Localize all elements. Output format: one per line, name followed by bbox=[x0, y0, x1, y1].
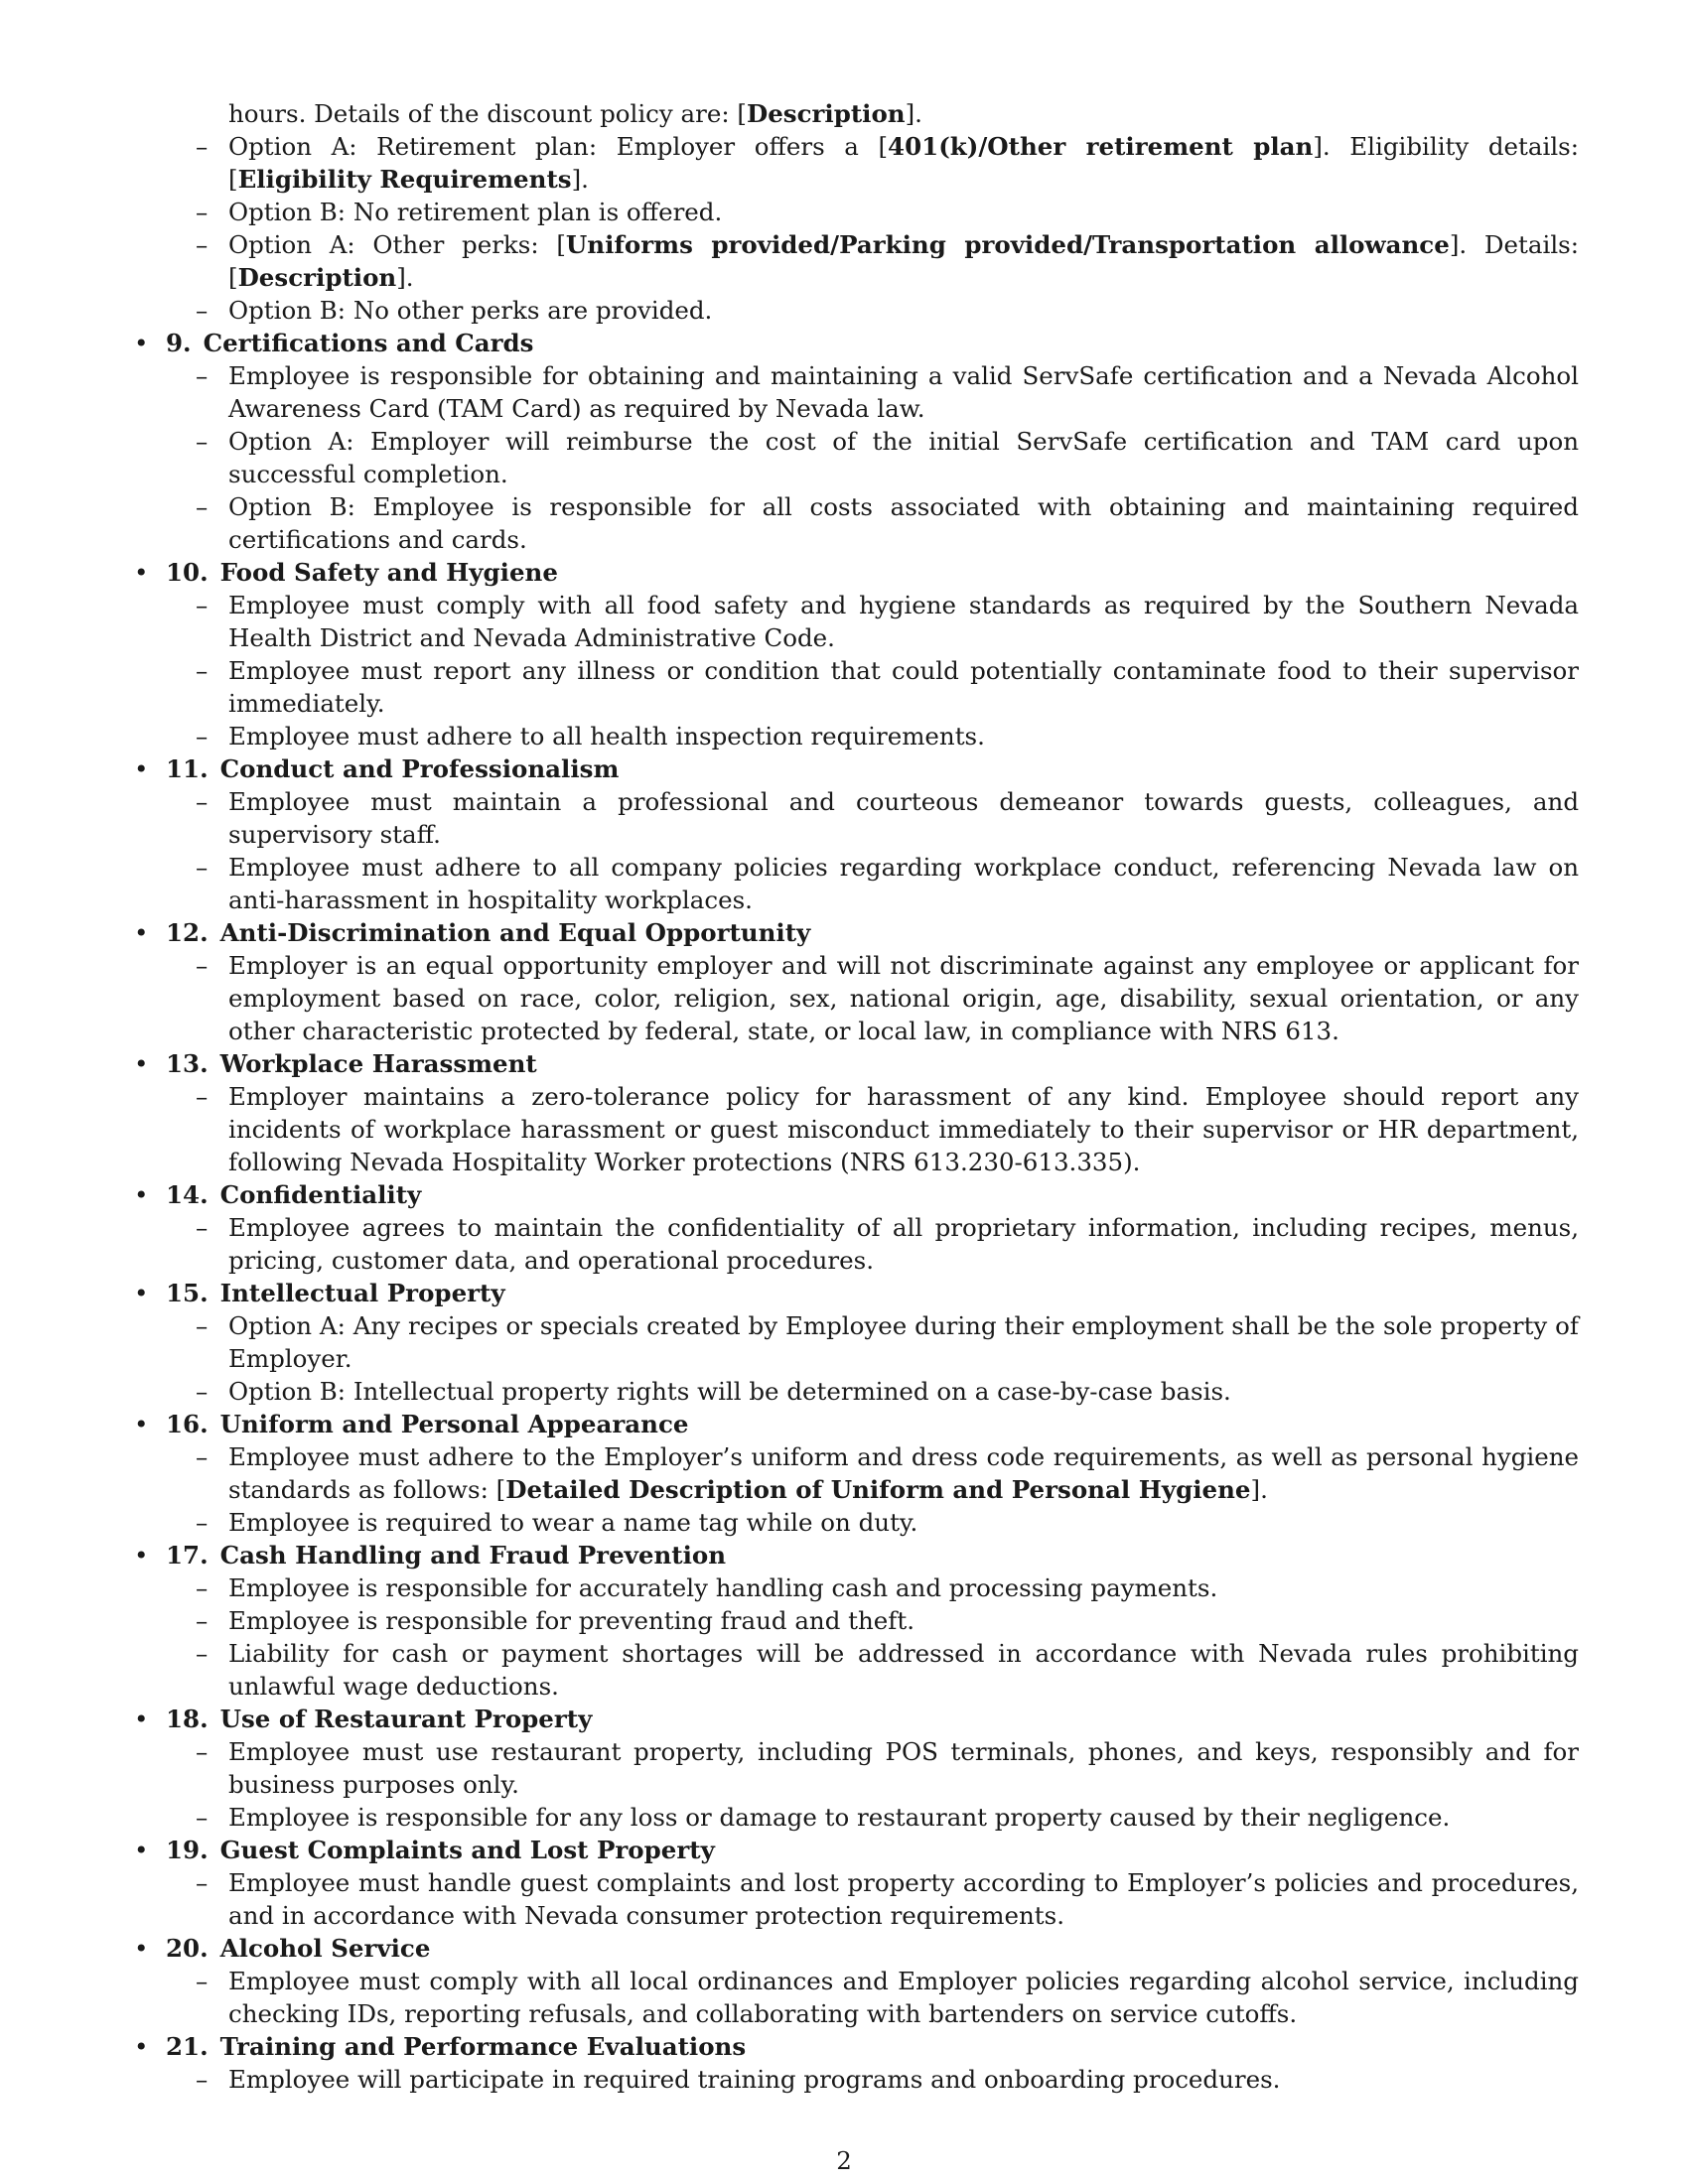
list-item bbox=[166, 1801, 1579, 1834]
item-bold: Uniforms provided/Parking provided/Transportation allowance bbox=[565, 230, 1450, 259]
item-text: Option A: Other perks: [ bbox=[228, 230, 566, 259]
section-16 bbox=[134, 1408, 1579, 1539]
item-text: Employee is required to wear a name tag while on duty. bbox=[228, 1508, 918, 1537]
item-text: Employer maintains a zero-tolerance policy for harassment of any kind. Employee should report any incidents of workplace harassment or guest misconduct immediately to their supervisor or HR department, following Nevada Hospitality Worker protections (NRS 613.230-613.335). bbox=[228, 1082, 1579, 1176]
item-text: Employee must adhere to all company policies regarding workplace conduct, referencing Nevada law on anti-harassment in hospitality workplaces. bbox=[228, 853, 1579, 914]
item-text: Employee must use restaurant property, including POS terminals, phones, and keys, responsibly and for business purposes only. bbox=[228, 1737, 1579, 1799]
section-number: 9. bbox=[166, 329, 192, 357]
item-text: Option A: Any recipes or specials created by Employee during their employment shall be the sole property of Employer. bbox=[228, 1311, 1579, 1373]
list-item bbox=[166, 1309, 1579, 1375]
list-item bbox=[166, 720, 1579, 752]
page-number: 2 bbox=[836, 2146, 852, 2175]
item-bold: 401(k)/Other retirement plan bbox=[888, 132, 1314, 161]
section-title: Conduct and Professionalism bbox=[219, 754, 620, 783]
sections-list bbox=[134, 327, 1579, 2096]
item-text: Employee must maintain a professional and courteous demeanor towards guests, colleagues, and supervisory staff. bbox=[228, 787, 1579, 849]
item-text: Option A: Employer will reimburse the cost of the initial ServSafe certification and TAM card upon successful completion. bbox=[228, 427, 1579, 488]
item-text: Employee is responsible for obtaining and maintaining a valid ServSafe certification and a Nevada Alcohol Awareness Card (TAM Card) as required by Nevada law. bbox=[228, 361, 1579, 423]
list-item bbox=[166, 851, 1579, 916]
item-text: Employee must comply with all local ordinances and Employer policies regarding alcohol service, including checking IDs, reporting refusals, and collaborating with bartenders on service cutoffs. bbox=[228, 1967, 1579, 2028]
item-bold: Description bbox=[237, 263, 397, 292]
section-20 bbox=[134, 1932, 1579, 2030]
section-number: 21. bbox=[166, 2032, 209, 2061]
section-title: Cash Handling and Fraud Prevention bbox=[219, 1541, 727, 1570]
section-title: Alcohol Service bbox=[219, 1934, 431, 1963]
item-text: Employee is responsible for accurately handling cash and processing payments. bbox=[228, 1573, 1218, 1602]
list-item bbox=[166, 1604, 1579, 1637]
section-heading bbox=[166, 916, 1579, 949]
section-items bbox=[166, 1571, 1579, 1703]
section-number: 11. bbox=[166, 754, 209, 783]
item-text: Employee is responsible for preventing fraud and theft. bbox=[228, 1606, 915, 1635]
section-heading bbox=[166, 1178, 1579, 1211]
section-10 bbox=[134, 556, 1579, 752]
section-number: 12. bbox=[166, 918, 209, 947]
section-number: 19. bbox=[166, 1836, 209, 1864]
section-11 bbox=[134, 752, 1579, 916]
item-text: Option B: Employee is responsible for all costs associated with obtaining and maintaining required certifications and cards. bbox=[228, 492, 1579, 554]
section-items bbox=[166, 785, 1579, 916]
section-title: Food Safety and Hygiene bbox=[219, 558, 558, 587]
item-text: ]. bbox=[571, 165, 589, 194]
section-title: Anti-Discrimination and Equal Opportunity bbox=[219, 918, 811, 947]
section-title: Guest Complaints and Lost Property bbox=[219, 1836, 715, 1864]
section-title: Workplace Harassment bbox=[219, 1049, 537, 1078]
section-number: 17. bbox=[166, 1541, 209, 1570]
section-items bbox=[166, 1080, 1579, 1178]
benefits-options-list bbox=[134, 130, 1579, 327]
section-number: 20. bbox=[166, 1934, 209, 1963]
section-items bbox=[166, 589, 1579, 752]
section-15 bbox=[134, 1277, 1579, 1408]
list-item bbox=[134, 294, 1579, 327]
item-text: Employee is responsible for any loss or damage to restaurant property caused by their negligence. bbox=[228, 1803, 1451, 1832]
section-heading bbox=[166, 1932, 1579, 1965]
list-item bbox=[166, 1735, 1579, 1801]
section-title: Use of Restaurant Property bbox=[219, 1705, 593, 1733]
section-items bbox=[166, 1211, 1579, 1277]
section-heading bbox=[166, 752, 1579, 785]
section-items bbox=[166, 1735, 1579, 1834]
section-items bbox=[166, 949, 1579, 1047]
item-text: ]. bbox=[396, 263, 414, 292]
section-heading bbox=[166, 1277, 1579, 1309]
list-item bbox=[166, 949, 1579, 1047]
item-text: Employee must report any illness or condition that could potentially contaminate food to their supervisor immediately. bbox=[228, 656, 1579, 718]
item-text: ]. Details: [ bbox=[228, 230, 1579, 292]
list-item bbox=[166, 785, 1579, 851]
section-items bbox=[166, 1965, 1579, 2030]
list-item bbox=[166, 1965, 1579, 2030]
section-heading bbox=[166, 1047, 1579, 1080]
list-item bbox=[166, 490, 1579, 556]
section-number: 14. bbox=[166, 1180, 209, 1209]
section-18 bbox=[134, 1703, 1579, 1834]
section-items bbox=[166, 1866, 1579, 1932]
section-items bbox=[166, 359, 1579, 556]
item-text: Option B: No other perks are provided. bbox=[228, 296, 713, 325]
list-item bbox=[134, 228, 1579, 294]
section-number: 18. bbox=[166, 1705, 209, 1733]
list-item bbox=[134, 130, 1579, 196]
item-text: Liability for cash or payment shortages will be addressed in accordance with Nevada rules prohibiting unlawful wage deductions. bbox=[228, 1639, 1579, 1701]
section-9 bbox=[134, 327, 1579, 556]
section-19 bbox=[134, 1834, 1579, 1932]
continuation-bold: Description bbox=[746, 99, 906, 128]
list-item bbox=[166, 1080, 1579, 1178]
section-14 bbox=[134, 1178, 1579, 1277]
list-item bbox=[166, 654, 1579, 720]
item-text: Option B: Intellectual property rights will be determined on a case-by-case basis. bbox=[228, 1377, 1231, 1406]
item-text: Employee must adhere to all health inspection requirements. bbox=[228, 722, 985, 751]
list-item bbox=[166, 589, 1579, 654]
list-item bbox=[166, 1211, 1579, 1277]
section-12 bbox=[134, 916, 1579, 1047]
list-item bbox=[166, 2063, 1579, 2096]
section-heading bbox=[166, 1834, 1579, 1866]
section-heading bbox=[166, 1703, 1579, 1735]
list-item bbox=[166, 1866, 1579, 1932]
item-text: Employee must comply with all food safety and hygiene standards as required by the Southern Nevada Health District and Nevada Administrative Code. bbox=[228, 591, 1579, 652]
section-items bbox=[166, 1440, 1579, 1539]
list-item bbox=[166, 359, 1579, 425]
item-text: ]. bbox=[1250, 1475, 1268, 1504]
section-13 bbox=[134, 1047, 1579, 1178]
continuation-text bbox=[228, 97, 1579, 130]
item-text: Employee must handle guest complaints and lost property according to Employer’s policies and procedures, and in accordance with Nevada consumer protection requirements. bbox=[228, 1868, 1579, 1930]
section-title: Certifications and Cards bbox=[203, 329, 534, 357]
section-items bbox=[166, 2063, 1579, 2096]
section-number: 15. bbox=[166, 1279, 209, 1307]
section-number: 10. bbox=[166, 558, 209, 587]
item-text: Employer is an equal opportunity employer and will not discriminate against any employee or applicant for employment based on race, color, religion, sex, national origin, age, disability, sexual orientation, or any other characteristic protected by federal, state, or local law, in compliance with NRS 613. bbox=[228, 951, 1579, 1045]
item-text: Employee agrees to maintain the confidentiality of all proprietary information, including recipes, menus, pricing, customer data, and operational procedures. bbox=[228, 1213, 1579, 1275]
continuation-pre: hours. Details of the discount policy are: [ bbox=[228, 99, 747, 128]
list-item bbox=[166, 1571, 1579, 1604]
section-title: Confidentiality bbox=[219, 1180, 422, 1209]
list-item bbox=[166, 425, 1579, 490]
item-bold: Detailed Description of Uniform and Personal Hygiene bbox=[505, 1475, 1251, 1504]
section-title: Training and Performance Evaluations bbox=[219, 2032, 747, 2061]
section-17 bbox=[134, 1539, 1579, 1703]
list-item bbox=[166, 1375, 1579, 1408]
section-number: 13. bbox=[166, 1049, 209, 1078]
continuation-post: ]. bbox=[905, 99, 922, 128]
section-heading bbox=[166, 556, 1579, 589]
section-heading bbox=[166, 327, 1579, 359]
section-number: 16. bbox=[166, 1410, 209, 1438]
section-title: Intellectual Property bbox=[219, 1279, 505, 1307]
item-text: ]. Eligibility details: [ bbox=[228, 132, 1579, 194]
item-text: Option B: No retirement plan is offered. bbox=[228, 198, 723, 226]
section-title: Uniform and Personal Appearance bbox=[219, 1410, 689, 1438]
section-21 bbox=[134, 2030, 1579, 2096]
item-text: Employee must adhere to the Employer’s uniform and dress code requirements, as well as personal hygiene standards as follows: [ bbox=[228, 1442, 1579, 1504]
section-items bbox=[166, 1309, 1579, 1408]
item-text: Option A: Retirement plan: Employer offers a [ bbox=[228, 132, 889, 161]
section-heading bbox=[166, 2030, 1579, 2063]
item-text: Employee will participate in required training programs and onboarding procedures. bbox=[228, 2065, 1281, 2094]
section-heading bbox=[166, 1408, 1579, 1440]
section-heading bbox=[166, 1539, 1579, 1571]
list-item bbox=[166, 1440, 1579, 1506]
list-item bbox=[166, 1637, 1579, 1703]
list-item bbox=[166, 1506, 1579, 1539]
item-bold: Eligibility Requirements bbox=[237, 165, 572, 194]
list-item bbox=[134, 196, 1579, 228]
document-body bbox=[134, 97, 1579, 2096]
